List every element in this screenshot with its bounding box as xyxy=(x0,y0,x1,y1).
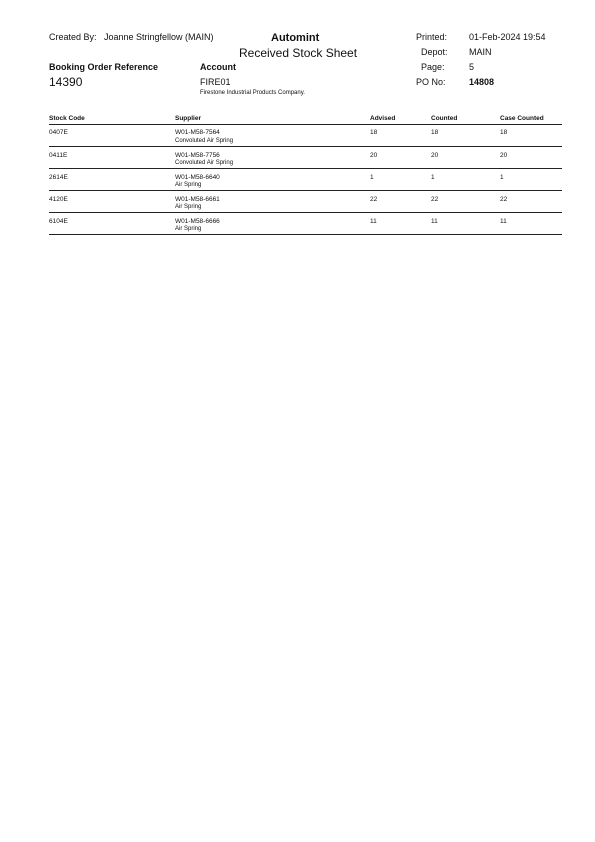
printed-value: 01-Feb-2024 19:54 xyxy=(469,32,546,42)
case-counted-value: 22 xyxy=(500,196,508,203)
counted-value: 22 xyxy=(431,196,439,203)
row-rule xyxy=(49,190,562,191)
printed-label: Printed: xyxy=(416,32,448,42)
supplier-desc: Air Spring xyxy=(175,204,202,210)
supplier-code: W01-M58-7564 xyxy=(175,129,220,136)
stock-code: 6104E xyxy=(49,218,68,225)
col-advised: Advised xyxy=(370,115,396,122)
advised-value: 18 xyxy=(370,129,378,136)
counted-value: 1 xyxy=(431,174,435,181)
col-supplier: Supplier xyxy=(175,115,202,122)
company-name: Automint xyxy=(271,32,320,44)
advised-value: 11 xyxy=(370,218,377,225)
case-counted-value: 11 xyxy=(500,218,507,225)
advised-value: 22 xyxy=(370,196,378,203)
po-label: PO No: xyxy=(416,77,446,87)
counted-value: 11 xyxy=(431,218,438,225)
created-by-value: Joanne Stringfellow (MAIN) xyxy=(104,32,214,42)
advised-value: 20 xyxy=(370,152,378,159)
po-value: 14808 xyxy=(469,77,495,87)
sheet-title: Received Stock Sheet xyxy=(239,46,358,60)
row-rule xyxy=(49,168,562,169)
case-counted-value: 1 xyxy=(500,174,504,181)
booking-label: Booking Order Reference xyxy=(49,62,159,72)
page-label: Page: xyxy=(421,62,445,72)
row-rule xyxy=(49,146,562,147)
supplier-desc: Air Spring xyxy=(175,182,202,188)
page-value: 5 xyxy=(469,62,475,72)
case-counted-value: 18 xyxy=(500,129,508,136)
supplier-code: W01-M58-6666 xyxy=(175,218,220,225)
col-stock-code: Stock Code xyxy=(49,115,85,122)
supplier-desc: Convoluted Air Spring xyxy=(175,138,234,144)
supplier-desc: Convoluted Air Spring xyxy=(175,160,234,166)
row-rule xyxy=(49,212,562,213)
created-by-label: Created By: xyxy=(49,32,97,42)
col-case-counted: Case Counted xyxy=(500,115,544,122)
stock-code: 4120E xyxy=(49,196,68,203)
header-rule xyxy=(49,124,562,125)
account-value: FIRE01 xyxy=(200,77,231,87)
depot-value: MAIN xyxy=(469,47,492,57)
stock-code: 0407E xyxy=(49,129,68,136)
counted-value: 18 xyxy=(431,129,439,136)
account-label: Account xyxy=(200,62,236,72)
supplier-desc: Air Spring xyxy=(175,226,202,232)
case-counted-value: 20 xyxy=(500,152,508,159)
supplier-code: W01-M58-6661 xyxy=(175,196,220,203)
stock-code: 2614E xyxy=(49,174,68,181)
supplier-code: W01-M58-6640 xyxy=(175,174,220,181)
supplier-code: W01-M58-7756 xyxy=(175,152,220,159)
stock-code: 0411E xyxy=(49,152,68,159)
depot-label: Depot: xyxy=(421,47,448,57)
counted-value: 20 xyxy=(431,152,439,159)
col-counted: Counted xyxy=(431,115,458,122)
account-name: Firestone Industrial Products Company. xyxy=(200,90,305,96)
row-rule xyxy=(49,234,562,235)
booking-value: 14390 xyxy=(49,75,83,89)
advised-value: 1 xyxy=(370,174,374,181)
